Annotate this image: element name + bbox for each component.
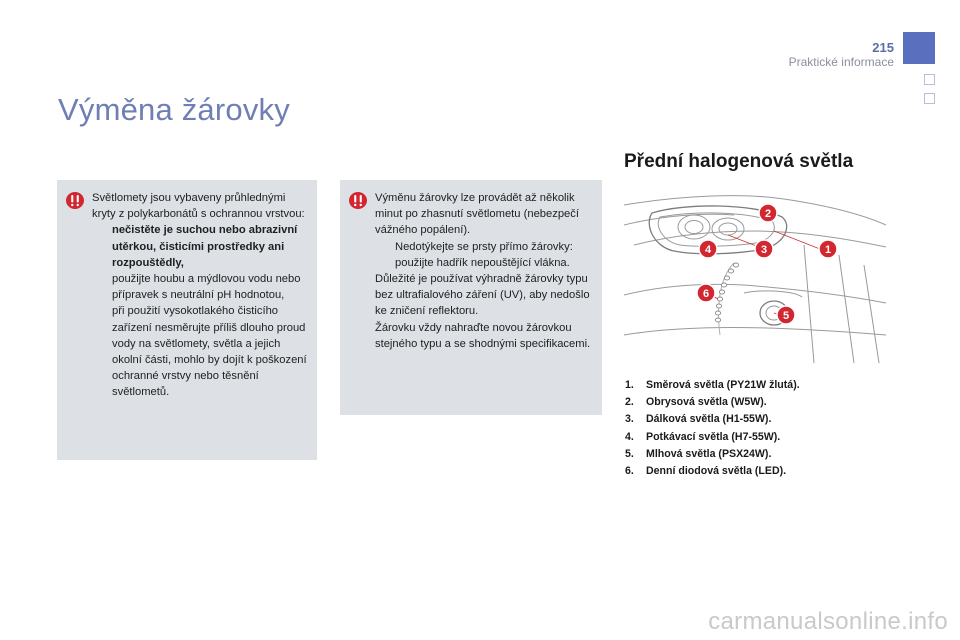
legend-text: Dálková světla (H1-55W). — [646, 413, 772, 426]
callout-6-label: 6 — [702, 288, 710, 300]
callout-2-marker — [759, 204, 777, 222]
list-item — [92, 303, 309, 400]
legend-item — [625, 411, 800, 428]
list-item-text: Nedotýkejte se prsty přímo žárovky: použijte hadřík nepouštějící vlákna. — [395, 240, 573, 269]
legend-text: Obrysová světla (W5W). — [646, 396, 767, 409]
callout-4-label: 4 — [704, 244, 712, 256]
callout-5-marker — [777, 306, 795, 324]
callout-1-label: 1 — [824, 244, 832, 256]
legend-item — [625, 463, 800, 480]
legend-item — [625, 394, 800, 411]
legend-number: 5. — [625, 447, 634, 460]
callout-3-label: 3 — [760, 244, 768, 256]
headlight-illustration — [624, 185, 886, 363]
note-paragraph: Důležité je používat výhradně žárovky typu bez ultrafialového záření (UV), aby nedošlo ke zničení reflektoru. — [375, 273, 590, 318]
bulb-legend — [625, 377, 800, 480]
warning-note-right — [340, 180, 602, 415]
legend-text: Denní diodová světla (LED). — [646, 465, 787, 478]
section-label: Praktické informace — [788, 55, 894, 69]
list-item — [92, 222, 309, 271]
legend-number: 2. — [625, 396, 634, 409]
legend-text: Potkávací světla (H7-55W). — [646, 430, 781, 443]
list-item-text: při použití vysokotlakého čisticího zařízení nesměrujte příliš dlouho proud vody na světlomety, světla a jejich okolní části, mohlo by dojít k poškození ochranné vrstvy nebo těsnění světlometů. — [112, 305, 307, 399]
warning-icon — [349, 192, 367, 209]
legend-number: 6. — [625, 465, 634, 478]
legend-number: 4. — [625, 430, 634, 443]
legend-number: 3. — [625, 413, 634, 426]
legend-text: Směrová světla (PY21W žlutá). — [646, 379, 800, 391]
callout-2-label: 2 — [764, 208, 772, 220]
note-paragraph: Žárovku vždy nahraďte novou žárovkou stejného typu a se shodnými specifikacemi. — [375, 321, 591, 350]
list-item-text: použijte houbu a mýdlovou vodu nebo přípravek s neutrální pH hodnotou, — [112, 273, 301, 302]
callout-6-marker — [697, 284, 715, 302]
list-item — [375, 239, 594, 271]
list-item — [92, 271, 309, 303]
callout-3-marker — [755, 240, 773, 258]
callout-1-marker — [819, 240, 837, 258]
note-intro: Světlomety jsou vybaveny průhlednými kryty z polykarbonátů s ochrannou vrstvou: — [92, 192, 305, 221]
warning-note-left — [57, 180, 317, 460]
watermark: carmanualsonline.info — [708, 608, 948, 635]
legend-item — [625, 446, 800, 463]
list-item-text: nečistěte je suchou nebo abrazivní utěrkou, čisticími prostředky ani rozpouštědly, — [112, 224, 298, 269]
callout-5-label: 5 — [782, 310, 790, 322]
legend-number: 1. — [625, 379, 634, 391]
page-number: 215 — [872, 40, 894, 55]
legend-text: Mlhová světla (PSX24W). — [646, 447, 772, 460]
section-heading: Přední halogenová světla — [624, 151, 854, 172]
chapter-tab — [924, 93, 935, 104]
legend-item — [625, 377, 800, 394]
page-title: Výměna žárovky — [58, 92, 290, 127]
callout-4-marker — [699, 240, 717, 258]
chapter-tab-active — [903, 32, 935, 64]
note-intro: Výměnu žárovky lze provádět až několik minut po zhasnutí světlometu (nebezpečí vážného popálení). — [375, 192, 579, 237]
chapter-tab — [924, 74, 935, 85]
warning-icon — [66, 192, 84, 209]
legend-item — [625, 429, 800, 446]
